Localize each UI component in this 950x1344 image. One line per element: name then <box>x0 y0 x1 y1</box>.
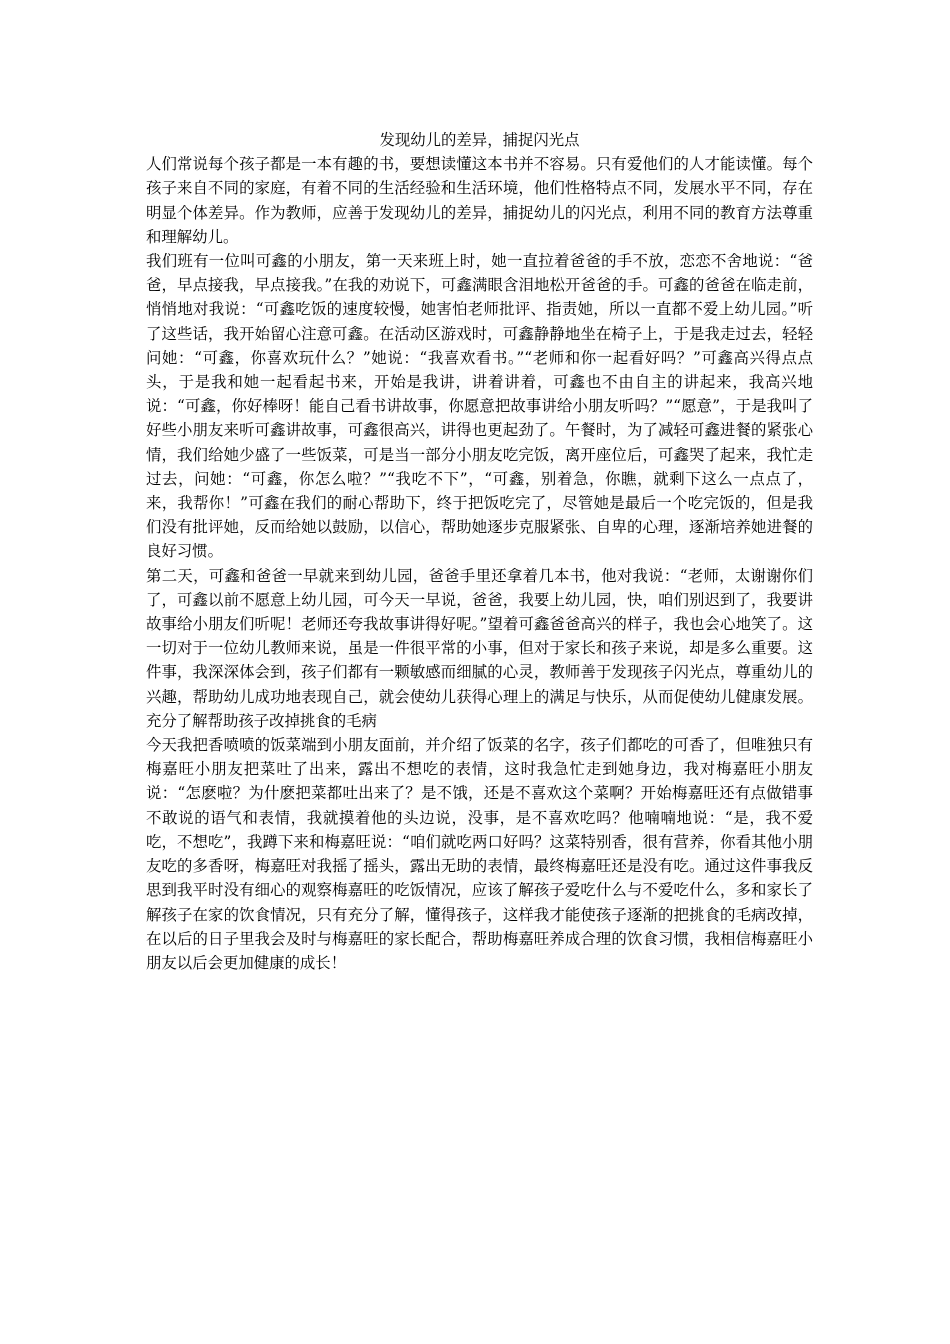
paragraph-kexin-first-day: 我们班有一位叫可鑫的小朋友，第一天来班上时，她一直拉着爸爸的手不放，恋恋不舍地说：“爸爸，早点接我，早点接我。”在我的劝说下，可鑫满眼含泪地松开爸爸的手。可鑫的爸爸在临走前，悄悄地对我说：“可鑫吃饭的速度较慢，她害怕老师批评、指责她，所以一直都不爱上幼儿园。”听了这些话，我开始留心注意可鑫。在活动区游戏时，可鑫静静地坐在椅子上，于是我走过去，轻轻问她：“可鑫，你喜欢玩什么？”她说：“我喜欢看书。”“老师和你一起看好吗？”可鑫高兴得点点头，于是我和她一起看起书来，开始是我讲，讲着讲着，可鑫也不由自主的讲起来，我高兴地说：“可鑫，你好棒呀！能自己看书讲故事，你愿意把故事讲给小朋友听吗？”“愿意”，于是我叫了好些小朋友来听可鑫讲故事，可鑫很高兴，讲得也更起劲了。午餐时，为了减轻可鑫进餐的紧张心情，我们给她少盛了一些饭菜，可是当一部分小朋友吃完饭，离开座位后，可鑫哭了起来，我忙走过去，问她：“可鑫，你怎么啦？”“我吃不下”，“可鑫，别着急，你瞧，就剩下这么一点点了，来，我帮你！”可鑫在我们的耐心帮助下，终于把饭吃完了，尽管她是最后一个吃完饭的，但是我们没有批评她，反而给她以鼓励，以信心，帮助她逐步克服紧张、自卑的心理，逐渐培养她进餐的良好习惯。 <box>146 252 813 561</box>
paragraph-kexin-second-day: 第二天，可鑫和爸爸一早就来到幼儿园，爸爸手里还拿着几本书，他对我说：“老师，太谢谢你们了，可鑫以前不愿意上幼儿园，可今天一早说，爸爸，我要上幼儿园，快，咱们别迟到了，我要讲故事给小朋友们听呢！老师还夸我故事讲得好呢。”望着可鑫爸爸高兴的样子，我也会心地笑了。这一切对于一位幼儿教师来说，虽是一件很平常的小事，但对于家长和孩子来说，却是多么重要。这件事，我深深体会到，孩子们都有一颗敏感而细腻的心灵，教师善于发现孩子闪光点，尊重幼儿的兴趣，帮助幼儿成功地表现自己，就会使幼儿获得心理上的满足与快乐，从而促使幼儿健康发展。充分了解帮助孩子改掉挑食的毛病 <box>146 566 813 730</box>
document-page <box>146 128 813 975</box>
paragraph-picky-eating: 今天我把香喷喷的饭菜端到小朋友面前，并介绍了饭菜的名字，孩子们都吃的可香了，但唯独只有梅嘉旺小朋友把菜吐了出来，露出不想吃的表情，这时我急忙走到她身边，我对梅嘉旺小朋友说：“怎麽啦？为什麽把菜都吐出来了？是不饿，还是不喜欢这个菜啊？开始梅嘉旺还有点做错事不敢说的语气和表情，我就摸着他的头边说，没事，是不喜欢吃吗？他喃喃地说：“是，我不爱吃，不想吃”，我蹲下来和梅嘉旺说：“咱们就吃两口好吗？这菜特别香，很有营养，你看其他小朋友吃的多香呀，梅嘉旺对我摇了摇头，露出无助的表情，最终梅嘉旺还是没有吃。通过这件事我反思到我平时没有细心的观察梅嘉旺的吃饭情况，应该了解孩子爱吃什么与不爱吃什么，多和家长了解孩子在家的饮食情况，只有充分了解，懂得孩子，这样我才能使孩子逐渐的把挑食的毛病改掉，在以后的日子里我会及时与梅嘉旺的家长配合，帮助梅嘉旺养成合理的饮食习惯，我相信梅嘉旺小朋友以后会更加健康的成长！ <box>146 736 813 972</box>
document-title: 发现幼儿的差异，捕捉闪光点 <box>379 131 580 149</box>
paragraph-intro: 人们常说每个孩子都是一本有趣的书，要想读懂这本书并不容易。只有爱他们的人才能读懂。每个孩子来自不同的家庭，有着不同的生活经验和生活环境，他们性格特点不同，发展水平不同，存在明显个体差异。作为教师，应善于发现幼儿的差异，捕捉幼儿的闪光点，利用不同的教育方法尊重和理解幼儿。 <box>146 155 813 246</box>
